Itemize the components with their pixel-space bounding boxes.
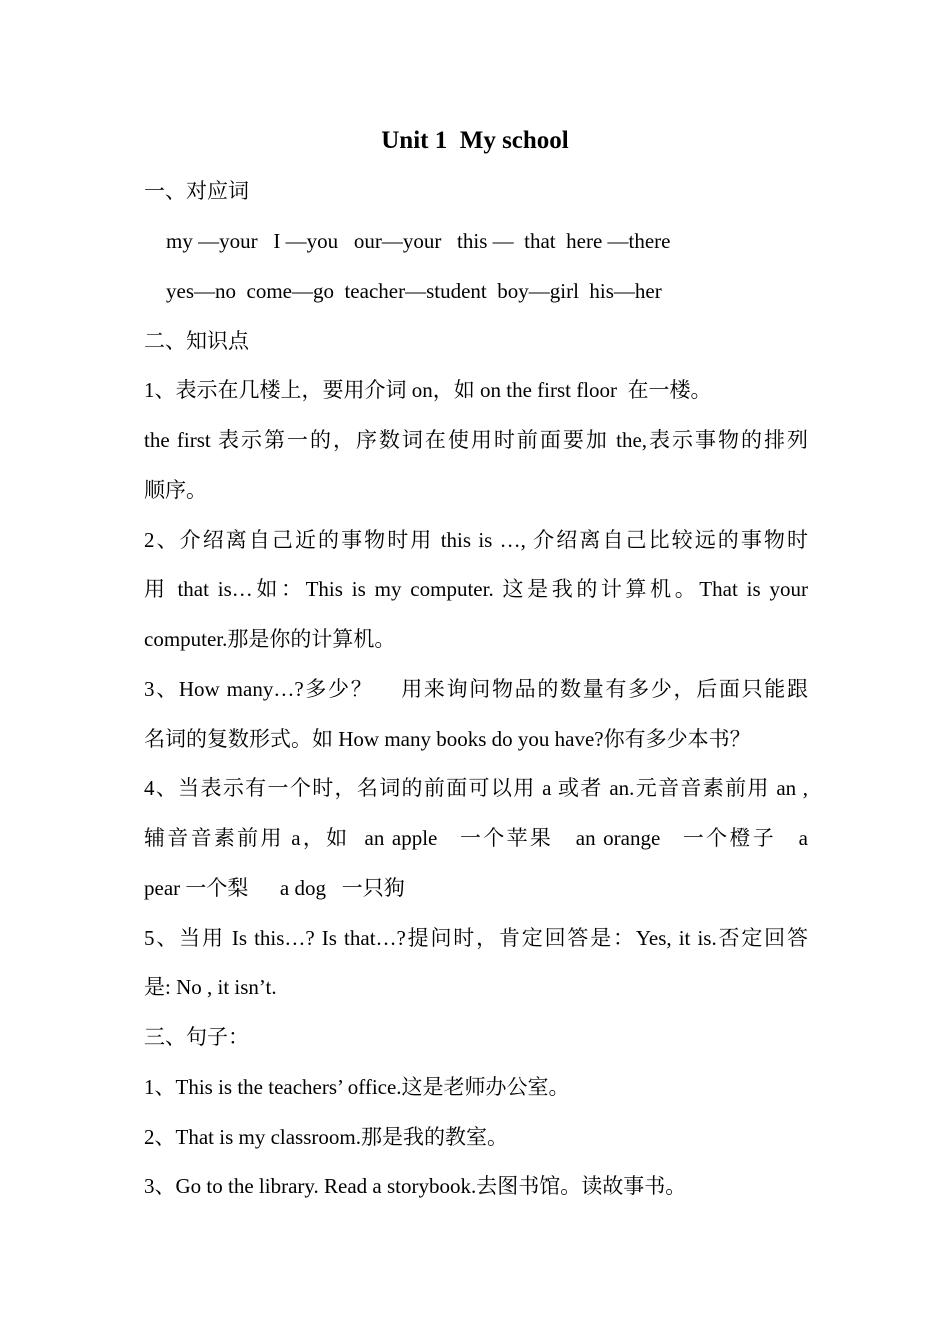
knowledge-point-line: 4、当表示有一个时，名词的前面可以用 a 或者 an.元音音素前用 an ,	[144, 776, 808, 800]
knowledge-point-line: 顺序。	[144, 478, 207, 502]
vocabulary-pairs-row: yes—no come—go teacher—student boy—girl his—her	[166, 279, 662, 303]
page-title: Unit 1 My school	[381, 127, 569, 154]
knowledge-point-line: 辅音音素前用 a，如 an apple 一个苹果 an orange 一个橙子 a	[144, 826, 808, 850]
knowledge-point-line: 是: No , it isn’t.	[144, 975, 277, 999]
sentence-line: 1、This is the teachers’ office.这是老师办公室。	[144, 1075, 570, 1099]
knowledge-point-line: 2、介绍离自己近的事物时用 this is …, 介绍离自己比较远的事物时	[144, 528, 808, 552]
knowledge-point-line: 3、How many…?多少？ 用来询问物品的数量有多少，后面只能跟	[144, 677, 808, 701]
knowledge-point-line: 用 that is…如：This is my computer. 这是我的计算机。That is your	[144, 577, 808, 601]
section-heading-knowledge-points: 二、知识点	[144, 329, 249, 353]
knowledge-point-line: 5、当用 Is this…? Is that…?提问时，肯定回答是：Yes, it is.否定回答	[144, 926, 808, 950]
section-heading-vocabulary-pairs: 一、对应词	[144, 179, 249, 203]
knowledge-point-line: 名词的复数形式。如 How many books do you have?你有多少本书？	[144, 727, 751, 751]
knowledge-point-line: computer.那是你的计算机。	[144, 627, 396, 651]
knowledge-point-line: 1、表示在几楼上，要用介词 on，如 on the first floor 在一楼。	[144, 378, 712, 402]
knowledge-point-line: pear 一个梨 a dog 一只狗	[144, 876, 405, 900]
vocabulary-pairs-row: my —your I —you our—your this — that here —there	[166, 229, 671, 253]
knowledge-point-line: the first 表示第一的，序数词在使用时前面要加 the,表示事物的排列	[144, 428, 808, 452]
sentence-line: 3、Go to the library. Read a storybook.去图书馆。读故事书。	[144, 1174, 687, 1198]
section-heading-sentences: 三、句子：	[144, 1025, 249, 1049]
sentence-line: 2、That is my classroom.那是我的教室。	[144, 1125, 508, 1149]
